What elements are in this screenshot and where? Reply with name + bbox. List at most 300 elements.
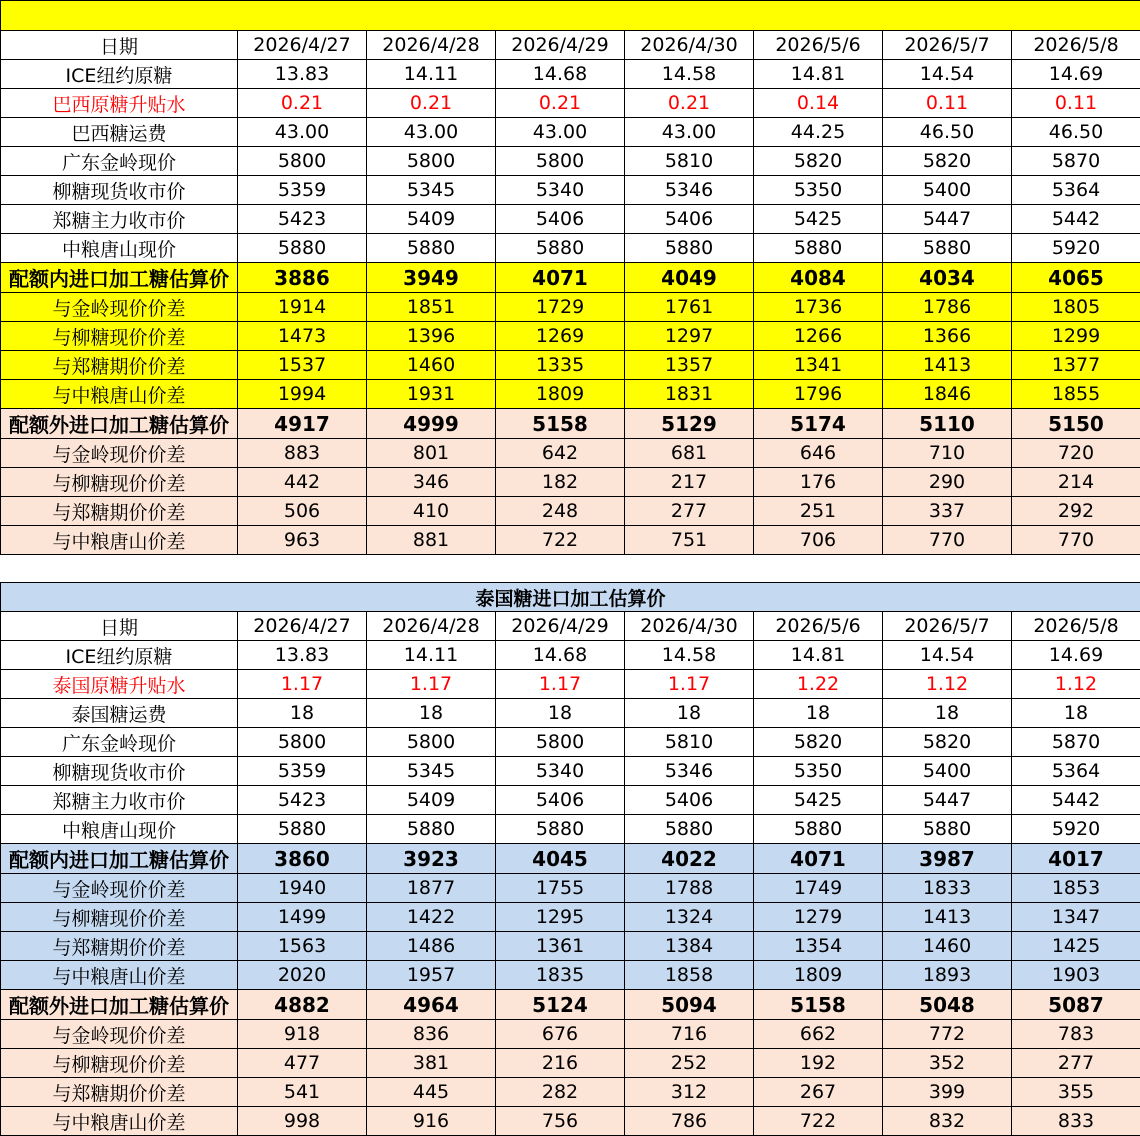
brazil-cell[interactable]: 248 bbox=[496, 497, 625, 526]
thailand-cell[interactable]: 1833 bbox=[883, 874, 1012, 903]
brazil-cell[interactable]: 14.58 bbox=[625, 60, 754, 89]
brazil-cell[interactable]: 5359 bbox=[238, 176, 367, 205]
brazil-cell[interactable]: 5174 bbox=[754, 409, 883, 439]
brazil-cell[interactable]: 5364 bbox=[1012, 176, 1140, 205]
brazil-cell[interactable]: 43.00 bbox=[625, 118, 754, 147]
brazil-cell[interactable]: 1855 bbox=[1012, 380, 1140, 409]
thailand-cell[interactable]: 1354 bbox=[754, 932, 883, 961]
thailand-cell[interactable]: 14.54 bbox=[883, 641, 1012, 670]
brazil-cell[interactable]: 5350 bbox=[754, 176, 883, 205]
brazil-cell[interactable]: 4034 bbox=[883, 263, 1012, 293]
brazil-cell[interactable]: 770 bbox=[1012, 526, 1140, 555]
thailand-row-label[interactable]: 郑糖主力收市价 bbox=[1, 786, 238, 815]
brazil-cell[interactable]: 0.14 bbox=[754, 89, 883, 118]
thailand-cell[interactable]: 1957 bbox=[367, 961, 496, 990]
brazil-cell[interactable]: 2026/4/29 bbox=[496, 31, 625, 60]
brazil-row-label[interactable]: 郑糖主力收市价 bbox=[1, 205, 238, 234]
thailand-cell[interactable]: 1893 bbox=[883, 961, 1012, 990]
thailand-cell[interactable]: 4071 bbox=[754, 844, 883, 874]
brazil-cell[interactable]: 2026/5/7 bbox=[883, 31, 1012, 60]
thailand-row-label[interactable]: 中粮唐山现价 bbox=[1, 815, 238, 844]
brazil-cell[interactable]: 801 bbox=[367, 439, 496, 468]
brazil-row-label[interactable]: 巴西糖运费 bbox=[1, 118, 238, 147]
brazil-row-label[interactable]: 与金岭现价价差 bbox=[1, 293, 238, 322]
brazil-cell[interactable]: 5406 bbox=[496, 205, 625, 234]
thailand-cell[interactable]: 1940 bbox=[238, 874, 367, 903]
thailand-row-label[interactable]: 日期 bbox=[1, 612, 238, 641]
thailand-cell[interactable]: 783 bbox=[1012, 1020, 1140, 1049]
thailand-cell[interactable]: 1486 bbox=[367, 932, 496, 961]
thailand-cell[interactable]: 1425 bbox=[1012, 932, 1140, 961]
thailand-cell[interactable]: 1279 bbox=[754, 903, 883, 932]
brazil-row-label[interactable]: 广东金岭现价 bbox=[1, 147, 238, 176]
thailand-cell[interactable]: 1835 bbox=[496, 961, 625, 990]
thailand-cell[interactable]: 5350 bbox=[754, 757, 883, 786]
thailand-cell[interactable]: 3987 bbox=[883, 844, 1012, 874]
brazil-cell[interactable]: 1297 bbox=[625, 322, 754, 351]
thailand-cell[interactable]: 5359 bbox=[238, 757, 367, 786]
thailand-cell[interactable]: 1.22 bbox=[754, 670, 883, 699]
thailand-cell[interactable]: 5820 bbox=[754, 728, 883, 757]
thailand-row-label[interactable]: 广东金岭现价 bbox=[1, 728, 238, 757]
brazil-cell[interactable]: 5800 bbox=[238, 147, 367, 176]
thailand-cell[interactable]: 5406 bbox=[496, 786, 625, 815]
brazil-cell[interactable]: 14.68 bbox=[496, 60, 625, 89]
brazil-row-label[interactable]: 配额内进口加工糖估算价 bbox=[1, 263, 238, 293]
thailand-cell[interactable]: 18 bbox=[367, 699, 496, 728]
thailand-cell[interactable]: 355 bbox=[1012, 1078, 1140, 1107]
thailand-cell[interactable]: 2026/4/27 bbox=[238, 612, 367, 641]
thailand-cell[interactable]: 5800 bbox=[367, 728, 496, 757]
thailand-cell[interactable]: 381 bbox=[367, 1049, 496, 1078]
brazil-cell[interactable]: 1851 bbox=[367, 293, 496, 322]
brazil-cell[interactable]: 5150 bbox=[1012, 409, 1140, 439]
brazil-row-label[interactable]: 与柳糖现价价差 bbox=[1, 468, 238, 497]
thailand-cell[interactable]: 1563 bbox=[238, 932, 367, 961]
thailand-cell[interactable]: 5880 bbox=[883, 815, 1012, 844]
brazil-cell[interactable]: 5129 bbox=[625, 409, 754, 439]
brazil-cell[interactable]: 5346 bbox=[625, 176, 754, 205]
thailand-cell[interactable]: 836 bbox=[367, 1020, 496, 1049]
brazil-cell[interactable]: 44.25 bbox=[754, 118, 883, 147]
brazil-cell[interactable]: 292 bbox=[1012, 497, 1140, 526]
brazil-cell[interactable]: 14.54 bbox=[883, 60, 1012, 89]
brazil-cell[interactable]: 442 bbox=[238, 468, 367, 497]
thailand-cell[interactable]: 277 bbox=[1012, 1049, 1140, 1078]
brazil-cell[interactable]: 46.50 bbox=[1012, 118, 1140, 147]
brazil-cell[interactable]: 1729 bbox=[496, 293, 625, 322]
brazil-cell[interactable]: 1931 bbox=[367, 380, 496, 409]
thailand-row-label[interactable]: 与郑糖期价价差 bbox=[1, 932, 238, 961]
brazil-row bbox=[1, 118, 1140, 147]
thailand-cell[interactable]: 282 bbox=[496, 1078, 625, 1107]
thailand-row-label[interactable]: 与柳糖现价价差 bbox=[1, 903, 238, 932]
thailand-cell[interactable]: 5447 bbox=[883, 786, 1012, 815]
thailand-row bbox=[1, 786, 1140, 815]
brazil-cell[interactable]: 5800 bbox=[367, 147, 496, 176]
brazil-cell[interactable]: 722 bbox=[496, 526, 625, 555]
brazil-cell[interactable]: 4065 bbox=[1012, 263, 1140, 293]
thailand-row-label[interactable]: 与金岭现价价差 bbox=[1, 1020, 238, 1049]
brazil-cell[interactable]: 5880 bbox=[367, 234, 496, 263]
thailand-cell[interactable]: 14.58 bbox=[625, 641, 754, 670]
brazil-cell[interactable]: 646 bbox=[754, 439, 883, 468]
thailand-cell[interactable]: 918 bbox=[238, 1020, 367, 1049]
brazil-row bbox=[1, 380, 1140, 409]
brazil-row-label[interactable]: 与中粮唐山价差 bbox=[1, 380, 238, 409]
thailand-row-label[interactable]: 与郑糖期价价差 bbox=[1, 1078, 238, 1107]
brazil-cell[interactable]: 176 bbox=[754, 468, 883, 497]
thailand-cell[interactable]: 1499 bbox=[238, 903, 367, 932]
brazil-cell[interactable]: 1831 bbox=[625, 380, 754, 409]
brazil-cell[interactable]: 881 bbox=[367, 526, 496, 555]
brazil-cell[interactable]: 1809 bbox=[496, 380, 625, 409]
thailand-cell[interactable]: 399 bbox=[883, 1078, 1012, 1107]
thailand-cell[interactable]: 833 bbox=[1012, 1107, 1140, 1136]
thailand-cell[interactable]: 14.68 bbox=[496, 641, 625, 670]
thailand-cell[interactable]: 1809 bbox=[754, 961, 883, 990]
thailand-cell[interactable]: 1347 bbox=[1012, 903, 1140, 932]
thailand-cell[interactable]: 5158 bbox=[754, 990, 883, 1020]
brazil-cell[interactable]: 1335 bbox=[496, 351, 625, 380]
brazil-cell[interactable]: 4071 bbox=[496, 263, 625, 293]
brazil-cell[interactable]: 751 bbox=[625, 526, 754, 555]
thailand-cell[interactable]: 4017 bbox=[1012, 844, 1140, 874]
thailand-cell[interactable]: 916 bbox=[367, 1107, 496, 1136]
brazil-cell[interactable]: 1761 bbox=[625, 293, 754, 322]
brazil-row-label[interactable]: 巴西原糖升贴水 bbox=[1, 89, 238, 118]
thailand-row-label[interactable]: 配额外进口加工糖估算价 bbox=[1, 990, 238, 1020]
brazil-cell[interactable]: 1537 bbox=[238, 351, 367, 380]
brazil-cell[interactable]: 5800 bbox=[496, 147, 625, 176]
brazil-cell[interactable]: 14.69 bbox=[1012, 60, 1140, 89]
brazil-row bbox=[1, 60, 1140, 89]
thailand-cell[interactable]: 5920 bbox=[1012, 815, 1140, 844]
thailand-cell[interactable]: 3923 bbox=[367, 844, 496, 874]
brazil-cell[interactable]: 0.21 bbox=[238, 89, 367, 118]
thailand-cell[interactable]: 5800 bbox=[238, 728, 367, 757]
brazil-row bbox=[1, 293, 1140, 322]
thailand-cell[interactable]: 2026/5/7 bbox=[883, 612, 1012, 641]
thailand-cell[interactable]: 5442 bbox=[1012, 786, 1140, 815]
thailand-cell[interactable]: 1422 bbox=[367, 903, 496, 932]
thailand-cell[interactable]: 14.69 bbox=[1012, 641, 1140, 670]
brazil-cell[interactable]: 4084 bbox=[754, 263, 883, 293]
thailand-cell[interactable]: 5400 bbox=[883, 757, 1012, 786]
brazil-row-label[interactable]: 柳糖现货收市价 bbox=[1, 176, 238, 205]
thailand-cell[interactable]: 5094 bbox=[625, 990, 754, 1020]
thailand-cell[interactable]: 192 bbox=[754, 1049, 883, 1078]
brazil-cell[interactable]: 883 bbox=[238, 439, 367, 468]
brazil-cell[interactable]: 1377 bbox=[1012, 351, 1140, 380]
thailand-cell[interactable]: 2026/4/29 bbox=[496, 612, 625, 641]
thailand-cell[interactable]: 445 bbox=[367, 1078, 496, 1107]
thailand-cell[interactable]: 252 bbox=[625, 1049, 754, 1078]
brazil-cell[interactable]: 46.50 bbox=[883, 118, 1012, 147]
thailand-cell[interactable]: 1295 bbox=[496, 903, 625, 932]
brazil-cell[interactable]: 5920 bbox=[1012, 234, 1140, 263]
brazil-cell[interactable]: 3886 bbox=[238, 263, 367, 293]
brazil-cell[interactable]: 1914 bbox=[238, 293, 367, 322]
brazil-cell[interactable]: 217 bbox=[625, 468, 754, 497]
thailand-cell[interactable]: 1903 bbox=[1012, 961, 1140, 990]
thailand-cell[interactable]: 2020 bbox=[238, 961, 367, 990]
thailand-cell[interactable]: 5345 bbox=[367, 757, 496, 786]
thailand-cell[interactable]: 1.12 bbox=[1012, 670, 1140, 699]
thailand-row-label[interactable]: 与金岭现价价差 bbox=[1, 874, 238, 903]
brazil-row-label[interactable]: 配额外进口加工糖估算价 bbox=[1, 409, 238, 439]
thailand-cell[interactable]: 5048 bbox=[883, 990, 1012, 1020]
thailand-cell[interactable]: 18 bbox=[1012, 699, 1140, 728]
brazil-cell[interactable]: 5880 bbox=[496, 234, 625, 263]
thailand-cell[interactable]: 1.17 bbox=[496, 670, 625, 699]
thailand-title[interactable]: 泰国糖进口加工估算价 bbox=[1, 583, 1140, 612]
thailand-row bbox=[1, 815, 1140, 844]
thailand-row-label[interactable]: 柳糖现货收市价 bbox=[1, 757, 238, 786]
brazil-cell[interactable]: 1460 bbox=[367, 351, 496, 380]
brazil-row bbox=[1, 31, 1140, 60]
thailand-cell[interactable]: 1.12 bbox=[883, 670, 1012, 699]
brazil-cell[interactable]: 4917 bbox=[238, 409, 367, 439]
brazil-cell[interactable]: 2026/5/8 bbox=[1012, 31, 1140, 60]
thailand-cell[interactable]: 4882 bbox=[238, 990, 367, 1020]
brazil-cell[interactable]: 5340 bbox=[496, 176, 625, 205]
brazil-title[interactable] bbox=[1, 1, 1140, 31]
brazil-row-label[interactable]: 与郑糖期价价差 bbox=[1, 497, 238, 526]
thailand-cell[interactable]: 13.83 bbox=[238, 641, 367, 670]
thailand-cell[interactable]: 4964 bbox=[367, 990, 496, 1020]
brazil-cell[interactable]: 506 bbox=[238, 497, 367, 526]
thailand-cell[interactable]: 1749 bbox=[754, 874, 883, 903]
thailand-cell[interactable]: 477 bbox=[238, 1049, 367, 1078]
thailand-cell[interactable]: 5820 bbox=[883, 728, 1012, 757]
brazil-cell[interactable]: 0.11 bbox=[883, 89, 1012, 118]
brazil-cell[interactable]: 5110 bbox=[883, 409, 1012, 439]
thailand-cell[interactable]: 756 bbox=[496, 1107, 625, 1136]
thailand-cell[interactable]: 2026/5/8 bbox=[1012, 612, 1140, 641]
thailand-row-label[interactable]: 与中粮唐山价差 bbox=[1, 961, 238, 990]
brazil-cell[interactable]: 5409 bbox=[367, 205, 496, 234]
thailand-cell[interactable]: 5425 bbox=[754, 786, 883, 815]
brazil-cell[interactable]: 1366 bbox=[883, 322, 1012, 351]
thailand-cell[interactable]: 4045 bbox=[496, 844, 625, 874]
brazil-cell[interactable]: 0.21 bbox=[625, 89, 754, 118]
brazil-cell[interactable]: 14.81 bbox=[754, 60, 883, 89]
brazil-cell[interactable]: 4999 bbox=[367, 409, 496, 439]
brazil-cell[interactable]: 251 bbox=[754, 497, 883, 526]
thailand-cell[interactable]: 541 bbox=[238, 1078, 367, 1107]
thailand-cell[interactable]: 1460 bbox=[883, 932, 1012, 961]
brazil-cell[interactable]: 681 bbox=[625, 439, 754, 468]
brazil-cell[interactable]: 5442 bbox=[1012, 205, 1140, 234]
brazil-row-label[interactable]: 与郑糖期价价差 bbox=[1, 351, 238, 380]
thailand-cell[interactable]: 18 bbox=[496, 699, 625, 728]
brazil-cell[interactable]: 5400 bbox=[883, 176, 1012, 205]
brazil-cell[interactable]: 1473 bbox=[238, 322, 367, 351]
thailand-cell[interactable]: 662 bbox=[754, 1020, 883, 1049]
thailand-cell[interactable]: 5810 bbox=[625, 728, 754, 757]
thailand-cell[interactable]: 5880 bbox=[367, 815, 496, 844]
thailand-cell[interactable]: 1.17 bbox=[367, 670, 496, 699]
brazil-cell[interactable]: 1736 bbox=[754, 293, 883, 322]
brazil-cell[interactable]: 277 bbox=[625, 497, 754, 526]
brazil-cell[interactable]: 770 bbox=[883, 526, 1012, 555]
brazil-cell[interactable]: 2026/4/27 bbox=[238, 31, 367, 60]
brazil-cell[interactable]: 2026/4/30 bbox=[625, 31, 754, 60]
brazil-row-label[interactable]: 中粮唐山现价 bbox=[1, 234, 238, 263]
brazil-cell[interactable]: 5406 bbox=[625, 205, 754, 234]
brazil-cell[interactable]: 1413 bbox=[883, 351, 1012, 380]
brazil-cell[interactable]: 0.11 bbox=[1012, 89, 1140, 118]
thailand-cell[interactable]: 1788 bbox=[625, 874, 754, 903]
thailand-cell[interactable]: 4022 bbox=[625, 844, 754, 874]
thailand-row bbox=[1, 1078, 1140, 1107]
brazil-cell[interactable]: 214 bbox=[1012, 468, 1140, 497]
brazil-cell[interactable]: 1357 bbox=[625, 351, 754, 380]
brazil-cell[interactable]: 4049 bbox=[625, 263, 754, 293]
thailand-cell[interactable]: 722 bbox=[754, 1107, 883, 1136]
brazil-cell[interactable]: 1805 bbox=[1012, 293, 1140, 322]
brazil-cell[interactable]: 0.21 bbox=[367, 89, 496, 118]
thailand-cell[interactable]: 1361 bbox=[496, 932, 625, 961]
brazil-cell[interactable]: 1266 bbox=[754, 322, 883, 351]
brazil-cell[interactable]: 5810 bbox=[625, 147, 754, 176]
brazil-cell[interactable]: 5870 bbox=[1012, 147, 1140, 176]
brazil-cell[interactable]: 5425 bbox=[754, 205, 883, 234]
thailand-cell[interactable]: 5364 bbox=[1012, 757, 1140, 786]
brazil-cell[interactable]: 5423 bbox=[238, 205, 367, 234]
brazil-cell[interactable]: 43.00 bbox=[238, 118, 367, 147]
brazil-row-label[interactable]: 与中粮唐山价差 bbox=[1, 526, 238, 555]
thailand-cell[interactable]: 14.11 bbox=[367, 641, 496, 670]
thailand-cell[interactable]: 716 bbox=[625, 1020, 754, 1049]
brazil-cell[interactable]: 5345 bbox=[367, 176, 496, 205]
brazil-cell[interactable]: 710 bbox=[883, 439, 1012, 468]
brazil-cell[interactable]: 1269 bbox=[496, 322, 625, 351]
thailand-cell[interactable]: 1384 bbox=[625, 932, 754, 961]
thailand-row-label[interactable]: 泰国原糖升贴水 bbox=[1, 670, 238, 699]
thailand-row-label[interactable]: ICE纽约原糖 bbox=[1, 641, 238, 670]
thailand-cell[interactable]: 676 bbox=[496, 1020, 625, 1049]
thailand-title-bar bbox=[1, 583, 1140, 612]
thailand-cell[interactable]: 18 bbox=[625, 699, 754, 728]
brazil-cell[interactable]: 346 bbox=[367, 468, 496, 497]
brazil-cell[interactable]: 1396 bbox=[367, 322, 496, 351]
thailand-row-label[interactable]: 泰国糖运费 bbox=[1, 699, 238, 728]
brazil-cell[interactable]: 5158 bbox=[496, 409, 625, 439]
brazil-cell[interactable]: 182 bbox=[496, 468, 625, 497]
brazil-cell[interactable]: 1786 bbox=[883, 293, 1012, 322]
brazil-cell[interactable]: 1299 bbox=[1012, 322, 1140, 351]
brazil-cell[interactable]: 43.00 bbox=[496, 118, 625, 147]
brazil-cell[interactable]: 1796 bbox=[754, 380, 883, 409]
thailand-cell[interactable]: 5423 bbox=[238, 786, 367, 815]
thailand-row-label[interactable]: 与中粮唐山价差 bbox=[1, 1107, 238, 1136]
brazil-cell[interactable]: 706 bbox=[754, 526, 883, 555]
brazil-cell[interactable]: 5447 bbox=[883, 205, 1012, 234]
thailand-cell[interactable]: 1413 bbox=[883, 903, 1012, 932]
thailand-cell[interactable]: 267 bbox=[754, 1078, 883, 1107]
thailand-cell[interactable]: 1755 bbox=[496, 874, 625, 903]
thailand-cell[interactable]: 5087 bbox=[1012, 990, 1140, 1020]
thailand-cell[interactable]: 352 bbox=[883, 1049, 1012, 1078]
thailand-cell[interactable]: 18 bbox=[754, 699, 883, 728]
brazil-cell[interactable]: 963 bbox=[238, 526, 367, 555]
thailand-cell[interactable]: 18 bbox=[883, 699, 1012, 728]
brazil-cell[interactable]: 5880 bbox=[238, 234, 367, 263]
thailand-cell[interactable]: 1858 bbox=[625, 961, 754, 990]
brazil-cell[interactable]: 5820 bbox=[754, 147, 883, 176]
brazil-cell[interactable]: 0.21 bbox=[496, 89, 625, 118]
brazil-cell[interactable]: 290 bbox=[883, 468, 1012, 497]
thailand-cell[interactable]: 5124 bbox=[496, 990, 625, 1020]
thailand-cell[interactable]: 2026/4/30 bbox=[625, 612, 754, 641]
thailand-cell[interactable]: 832 bbox=[883, 1107, 1012, 1136]
thailand-cell[interactable]: 5346 bbox=[625, 757, 754, 786]
brazil-cell[interactable]: 1341 bbox=[754, 351, 883, 380]
brazil-cell[interactable]: 1994 bbox=[238, 380, 367, 409]
brazil-cell[interactable]: 5880 bbox=[625, 234, 754, 263]
thailand-cell[interactable]: 5880 bbox=[496, 815, 625, 844]
brazil-row-label[interactable]: 与柳糖现价价差 bbox=[1, 322, 238, 351]
brazil-cell[interactable]: 720 bbox=[1012, 439, 1140, 468]
brazil-cell[interactable]: 5880 bbox=[883, 234, 1012, 263]
thailand-cell[interactable]: 1324 bbox=[625, 903, 754, 932]
thailand-cell[interactable]: 5800 bbox=[496, 728, 625, 757]
thailand-cell[interactable]: 18 bbox=[238, 699, 367, 728]
thailand-row-label[interactable]: 配额内进口加工糖估算价 bbox=[1, 844, 238, 874]
brazil-cell[interactable]: 2026/4/28 bbox=[367, 31, 496, 60]
thailand-cell[interactable]: 5880 bbox=[625, 815, 754, 844]
thailand-cell[interactable]: 5880 bbox=[238, 815, 367, 844]
brazil-cell[interactable]: 3949 bbox=[367, 263, 496, 293]
brazil-row-label[interactable]: 日期 bbox=[1, 31, 238, 60]
brazil-cell[interactable]: 43.00 bbox=[367, 118, 496, 147]
brazil-cell[interactable]: 2026/5/6 bbox=[754, 31, 883, 60]
thailand-cell[interactable]: 1853 bbox=[1012, 874, 1140, 903]
brazil-cell[interactable]: 642 bbox=[496, 439, 625, 468]
thailand-cell[interactable]: 772 bbox=[883, 1020, 1012, 1049]
thailand-cell[interactable]: 3860 bbox=[238, 844, 367, 874]
thailand-cell[interactable]: 786 bbox=[625, 1107, 754, 1136]
thailand-cell[interactable]: 1.17 bbox=[238, 670, 367, 699]
brazil-row bbox=[1, 176, 1140, 205]
thailand-cell[interactable]: 2026/5/6 bbox=[754, 612, 883, 641]
brazil-cell[interactable]: 410 bbox=[367, 497, 496, 526]
brazil-cell[interactable]: 5880 bbox=[754, 234, 883, 263]
brazil-row-label[interactable]: 与金岭现价价差 bbox=[1, 439, 238, 468]
thailand-cell[interactable]: 14.81 bbox=[754, 641, 883, 670]
brazil-cell[interactable]: 13.83 bbox=[238, 60, 367, 89]
thailand-cell[interactable]: 1.17 bbox=[625, 670, 754, 699]
brazil-cell[interactable]: 1846 bbox=[883, 380, 1012, 409]
brazil-cell[interactable]: 5820 bbox=[883, 147, 1012, 176]
brazil-cell[interactable]: 337 bbox=[883, 497, 1012, 526]
thailand-cell[interactable]: 5406 bbox=[625, 786, 754, 815]
thailand-cell[interactable]: 312 bbox=[625, 1078, 754, 1107]
brazil-row-label[interactable]: ICE纽约原糖 bbox=[1, 60, 238, 89]
brazil-cell[interactable]: 14.11 bbox=[367, 60, 496, 89]
thailand-row-label[interactable]: 与柳糖现价价差 bbox=[1, 1049, 238, 1078]
thailand-cell[interactable]: 998 bbox=[238, 1107, 367, 1136]
thailand-cell[interactable]: 216 bbox=[496, 1049, 625, 1078]
thailand-cell[interactable]: 5409 bbox=[367, 786, 496, 815]
thailand-cell[interactable]: 5870 bbox=[1012, 728, 1140, 757]
thailand-cell[interactable]: 1877 bbox=[367, 874, 496, 903]
thailand-cell[interactable]: 5880 bbox=[754, 815, 883, 844]
thailand-cell[interactable]: 5340 bbox=[496, 757, 625, 786]
thailand-cell[interactable]: 2026/4/28 bbox=[367, 612, 496, 641]
